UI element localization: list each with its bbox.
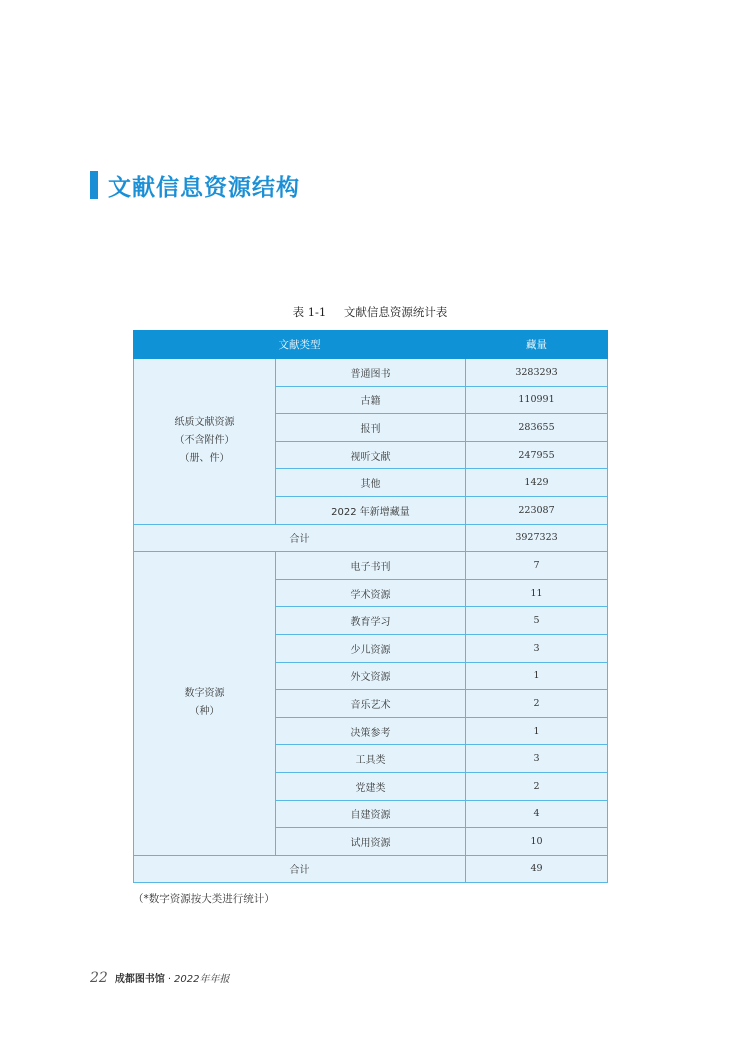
total-value-cell: 3927323 [466, 524, 608, 552]
item-cell: 决策参考 [276, 717, 466, 745]
value-cell: 2 [466, 772, 608, 800]
value-cell: 11 [466, 579, 608, 607]
item-cell: 电子书刊 [276, 552, 466, 580]
resource-table [133, 330, 608, 883]
value-cell: 3 [466, 634, 608, 662]
value-cell: 2 [466, 690, 608, 718]
table-number: 表 1-1 [292, 305, 327, 319]
paper-group-name: 纸质文献资源 [174, 417, 235, 429]
digital-group-unit: （种） [189, 706, 220, 718]
paper-group-cell [134, 359, 276, 525]
item-cell: 音乐艺术 [276, 690, 466, 718]
heading-accent-bar [90, 171, 98, 199]
section-title: 文献信息资源结构 [108, 174, 300, 201]
value-cell: 3 [466, 745, 608, 773]
digital-group-cell [134, 552, 276, 856]
item-cell: 普通图书 [276, 359, 466, 387]
report-name: 2022年年报 [174, 974, 230, 985]
paper-group-unit: （册、件） [179, 453, 230, 465]
value-cell: 7 [466, 552, 608, 580]
value-cell: 4 [466, 800, 608, 828]
value-cell: 1 [466, 662, 608, 690]
item-cell: 少儿资源 [276, 634, 466, 662]
table-caption [133, 304, 607, 320]
table-footnote: （*数字资源按大类进行统计） [133, 893, 275, 905]
item-cell: 2022 年新增藏量 [276, 496, 466, 524]
header-type: 文献类型 [134, 331, 466, 359]
value-cell: 283655 [466, 414, 608, 442]
item-cell: 其他 [276, 469, 466, 497]
value-cell: 5 [466, 607, 608, 635]
table-row [134, 552, 608, 580]
value-cell: 3283293 [466, 359, 608, 387]
total-value-cell: 49 [466, 855, 608, 883]
table-row [134, 359, 608, 387]
table-header-row [134, 331, 608, 359]
item-cell: 自建资源 [276, 800, 466, 828]
page-number: 22 [90, 970, 108, 986]
footer-separator: · [167, 974, 172, 985]
item-cell: 试用资源 [276, 828, 466, 856]
total-label-cell: 合计 [134, 524, 466, 552]
paper-total-row [134, 524, 608, 552]
value-cell: 223087 [466, 496, 608, 524]
header-holdings: 藏量 [466, 331, 608, 359]
item-cell: 学术资源 [276, 579, 466, 607]
publisher-name: 成都图书馆 [114, 974, 165, 985]
page-footer [90, 970, 229, 986]
digital-group-name: 数字资源 [184, 688, 225, 700]
item-cell: 工具类 [276, 745, 466, 773]
item-cell: 古籍 [276, 386, 466, 414]
digital-total-row [134, 855, 608, 883]
item-cell: 党建类 [276, 772, 466, 800]
value-cell: 110991 [466, 386, 608, 414]
item-cell: 视听文献 [276, 441, 466, 469]
value-cell: 10 [466, 828, 608, 856]
item-cell: 报刊 [276, 414, 466, 442]
item-cell: 教育学习 [276, 607, 466, 635]
item-cell: 外文资源 [276, 662, 466, 690]
value-cell: 1 [466, 717, 608, 745]
table-title: 文献信息资源统计表 [343, 305, 448, 319]
value-cell: 1429 [466, 469, 608, 497]
total-label-cell: 合计 [134, 855, 466, 883]
paper-group-note: （不含附件） [174, 435, 235, 447]
value-cell: 247955 [466, 441, 608, 469]
section-heading [90, 170, 300, 200]
